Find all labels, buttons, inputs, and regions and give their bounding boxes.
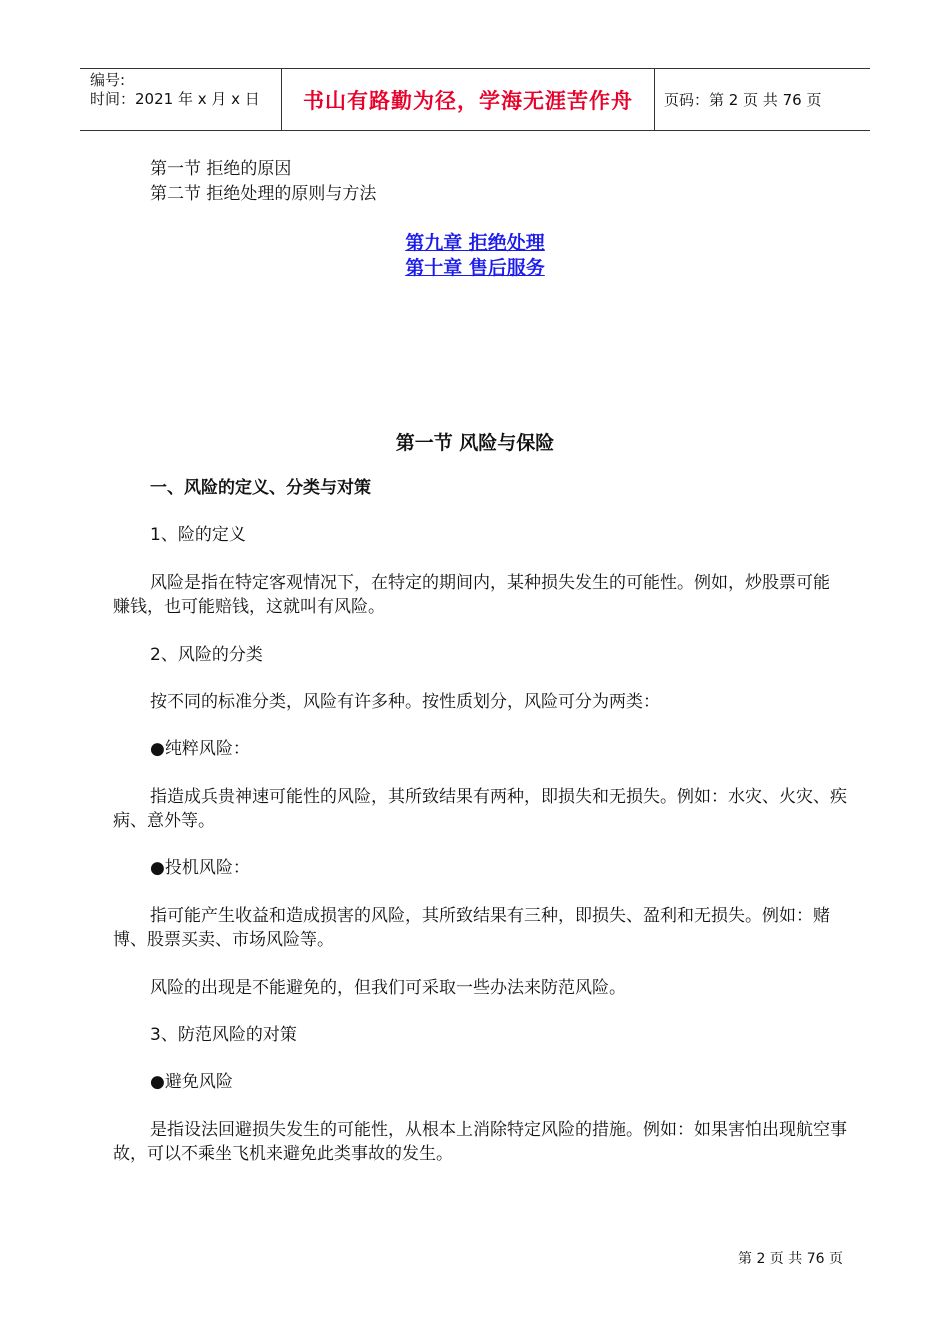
bullet-avoid-risk: ●避免风险	[150, 1072, 233, 1092]
toc-section-2: 第二节 拒绝处理的原则与方法	[150, 184, 377, 204]
section-title: 第一节 风险与保险	[395, 432, 555, 454]
document-date: 时间：2021 年 x 月 x 日	[90, 90, 260, 108]
paragraph-1: 风险是指在特定客观情况下，在特定的期间内，某种损失发生的可能性。例如，炒股票可能赚钱，也可能赔钱，这就叫有风险。	[113, 573, 830, 617]
page-footer: 第 2 页 共 76 页	[738, 1251, 843, 1267]
paragraph-6: 是指设法回避损失发生的可能性，从根本上消除特定风险的措施。例如：如果害怕出现航空事故，可以不乘坐飞机来避免此类事故的发生。	[113, 1120, 847, 1164]
subheading-1: 1、险的定义	[150, 525, 246, 545]
header-motto: 书山有路勤为径，学海无涯苦作舟	[281, 69, 655, 130]
header-meta	[90, 71, 260, 109]
document-number-label: 编号:	[90, 71, 126, 89]
toc-link-chapter-10[interactable]: 第十章 售后服务	[405, 257, 545, 279]
toc-section-1: 第一节 拒绝的原因	[150, 159, 292, 179]
paragraph-3: 指造成兵贵神速可能性的风险，其所致结果有两种，即损失和无损失。例如：水灾、火灾、疾病、意外等。	[113, 787, 847, 831]
heading-risk-definition: 一、风险的定义、分类与对策	[150, 478, 371, 498]
subheading-2: 2、风险的分类	[150, 645, 263, 665]
header-page-info: 页码：第 2 页 共 76 页	[664, 91, 822, 109]
toc-link-chapter-9[interactable]: 第九章 拒绝处理	[405, 232, 545, 254]
paragraph-2: 按不同的标准分类，风险有许多种。按性质划分，风险可分为两类：	[150, 692, 660, 712]
subheading-3: 3、防范风险的对策	[150, 1025, 297, 1045]
paragraph-5: 风险的出现是不能避免的，但我们可采取一些办法来防范风险。	[150, 978, 626, 998]
bullet-speculative-risk: ●投机风险：	[150, 858, 250, 878]
page-header	[80, 68, 870, 131]
paragraph-4: 指可能产生收益和造成损害的风险，其所致结果有三种，即损失、盈利和无损失。例如：赌博、股票买卖、市场风险等。	[113, 906, 830, 950]
bullet-pure-risk: ●纯粹风险：	[150, 739, 250, 759]
